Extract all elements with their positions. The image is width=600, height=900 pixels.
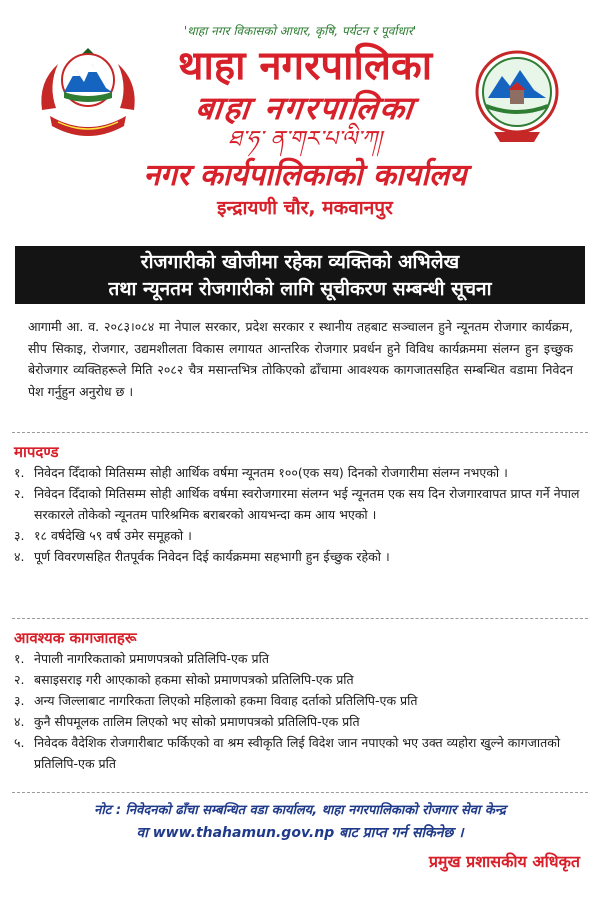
note-line-2: वा www.thahamun.gov.np बाट प्राप्त गर्न सकिनेछ ।: [136, 825, 464, 841]
divider: [12, 432, 588, 433]
documents-heading: आवश्यक कागजातहरू: [14, 629, 137, 647]
banner-line-1: रोजगारीको खोजीमा रहेका व्यक्तिको अभिलेख: [140, 251, 460, 273]
notice-banner: [15, 246, 585, 304]
office-name: नगर कार्यपालिकाको कार्यालय: [143, 158, 467, 193]
municipality-title: थाहा नगरपालिका: [177, 43, 433, 89]
criteria-heading: मापदण्ड: [14, 443, 59, 461]
banner-line-2: तथा न्यूनतम रोजगारीको लागि सूचीकरण सम्बन्धी सूचना: [108, 278, 492, 300]
signature: प्रमुख प्रशासकीय अधिकृत: [428, 852, 580, 871]
municipality-title-newari: बाहा नगरपालिका: [193, 89, 417, 127]
list-item: २. निवेदन दिँदाको मितिसम्म सोही आर्थिक वर्षमा स्वरोजगारमा संलग्न भई न्यूनतम एक सय दिन रोजगारवापत प्राप्त गर्ने नेपाल सरकारले तोकेको न्यूनतम पारिश्रमिक बराबरको आयभन्दा कम आय भएको ।: [14, 486, 580, 522]
list-item: १. निवेदन दिँदाको मितिसम्म सोही आर्थिक वर्षमा न्यूनतम १००(एक सय) दिनको रोजगारीमा संलग्न नभएको ।: [14, 465, 508, 480]
criteria-list: [14, 462, 589, 567]
municipality-logo-icon: [474, 46, 560, 146]
intro-paragraph: आगामी आ. व. २०८३।०८४ मा नेपाल सरकार, प्रदेश सरकार र स्थानीय तहबाट सञ्चालन हुने न्यूनतम रोजगार कार्यक्रम, सीप सिकाइ, रोजगार, उद्यमशीलता विकास लगायत आन्तरिक रोजगार प्रवर्धन हुने विविध कार्यक्रममा संलग्न हुन इच्छुक बेरोजगार व्यक्तिहरूले मिति २०८२ चैत्र मसान्तभित्र तोकिएको ढाँचामा आवश्यक कागजातसहित सम्बन्धित वडामा निवेदन पेश गर्नुहुन अनुरोध छ ।: [28, 319, 573, 399]
divider: [12, 618, 588, 619]
list-item: ३. अन्य जिल्लाबाट नागरिकता लिएको महिलाको हकमा विवाह दर्ताको प्रतिलिपि-एक प्रति: [14, 693, 418, 708]
list-item: ४. पूर्ण विवरणसहित रीतपूर्वक निवेदन दिई कार्यक्रममा सहभागी हुन ईच्छुक रहेको ।: [14, 549, 390, 564]
slogan: 'थाहा नगर विकासको आधार, कृषि, पर्यटन र पूर्वाधार': [183, 24, 417, 38]
list-item: ४. कुनै सीपमूलक तालिम लिएको भए सोको प्रमाणपत्रको प्रतिलिपि-एक प्रति: [14, 714, 360, 729]
nepal-emblem-icon: [34, 42, 142, 148]
list-item: ५. निवेदक वैदेशिक रोजगारीबाट फर्किएको वा श्रम स्वीकृति लिई विदेश जान नपाएको भए उक्त व्यहोरा खुल्ने कागजातको प्रतिलिपि-एक प्रति: [14, 735, 561, 771]
list-item: २. बसाइसराइ गरी आएकाको हकमा सोको प्रमाणपत्रको प्रतिलिपि-एक प्रति: [14, 672, 354, 687]
office-address: इन्द्रायणी चौर, मकवानपुर: [217, 197, 393, 219]
list-item: ३. १८ वर्षदेखि ५९ वर्ष उमेर समूहको ।: [14, 528, 192, 543]
list-item: १. नेपाली नागरिकताको प्रमाणपत्रको प्रतिलिपि-एक प्रति: [14, 651, 269, 666]
note-line-1: नोट : निवेदनको ढाँचा सम्बन्धित वडा कार्यालय, थाहा नगरपालिकाको रोजगार सेवा केन्द्र: [94, 803, 506, 818]
divider: [12, 792, 588, 793]
municipality-title-tibetan: ཐ་ཧ་ ན་གར་པ་ལི་ཀ།: [228, 127, 382, 152]
documents-list: [14, 648, 589, 774]
note: [20, 800, 580, 844]
